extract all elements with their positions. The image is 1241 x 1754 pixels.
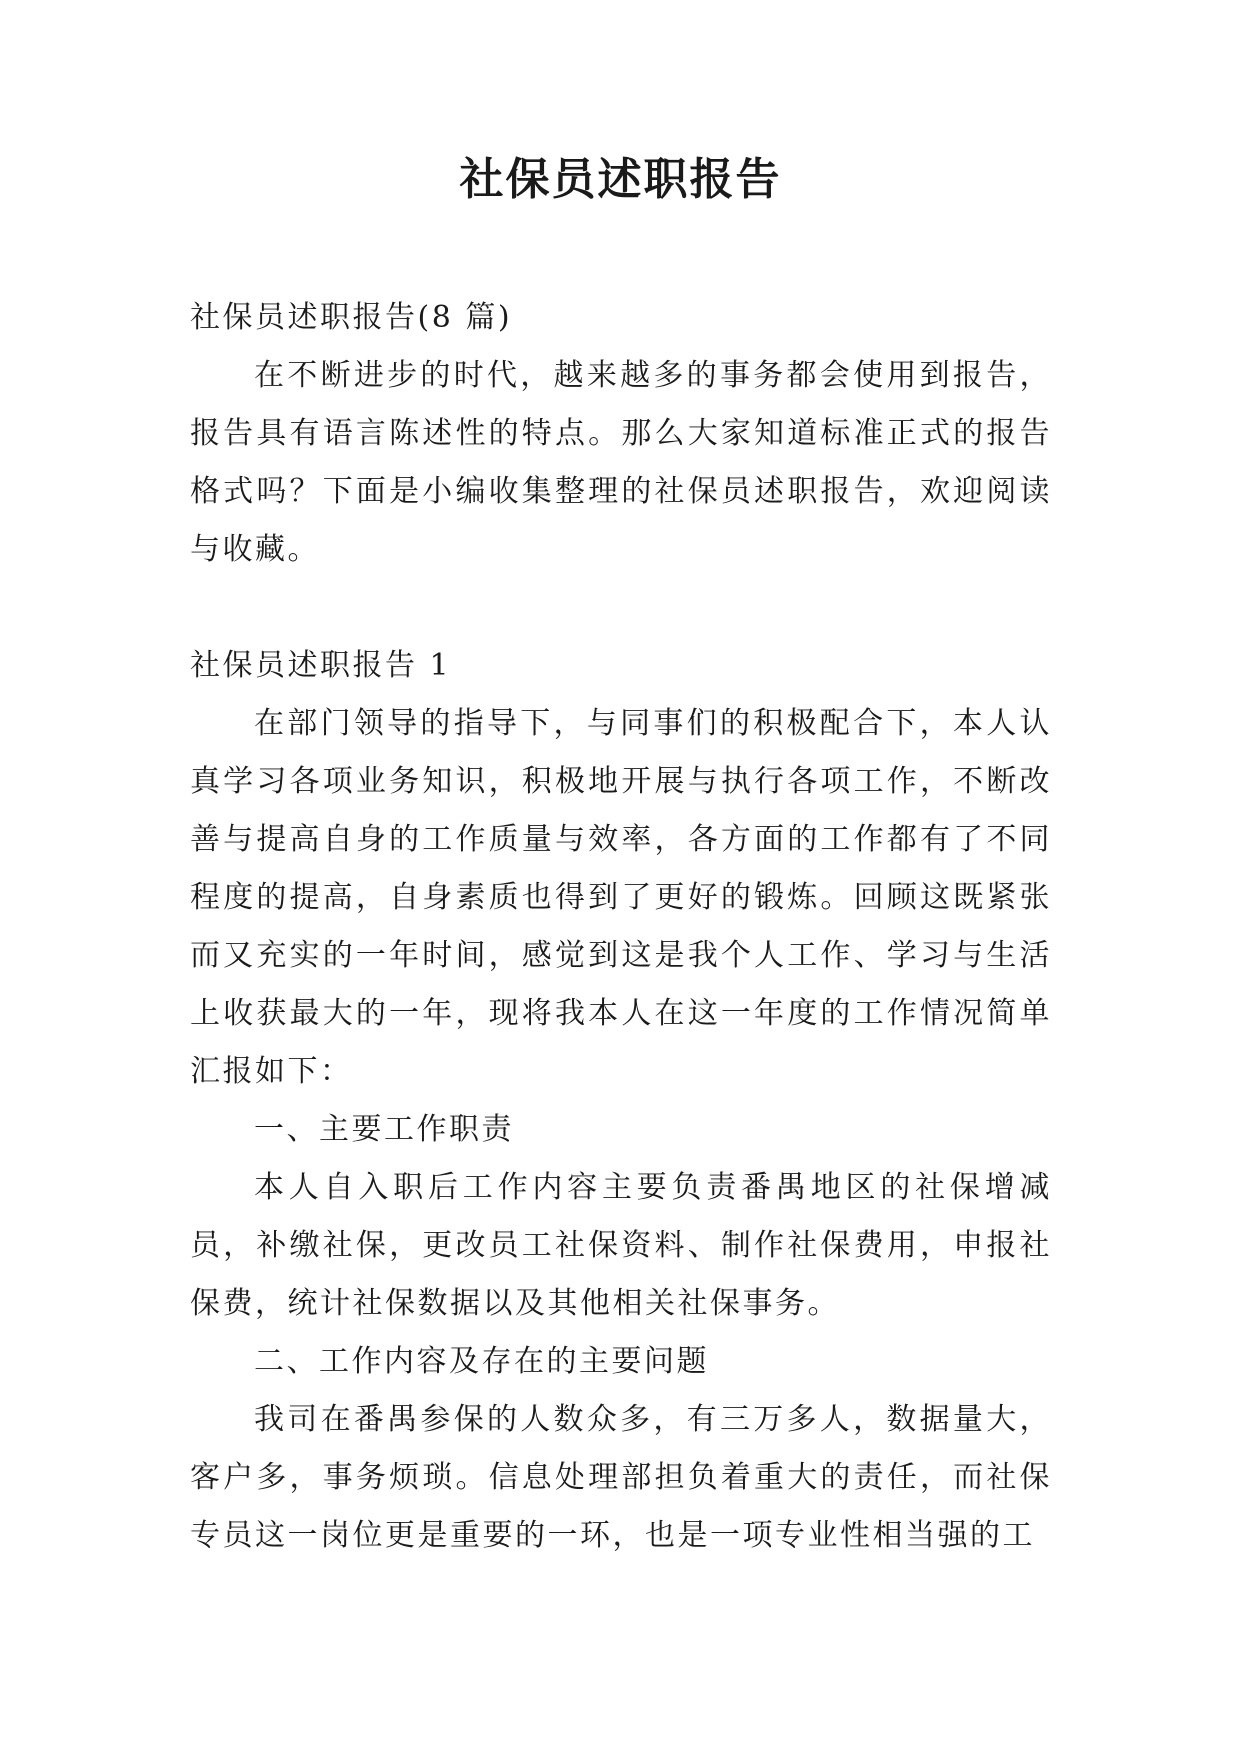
item-paragraph-2: 我司在番禺参保的人数众多，有三万多人，数据量大，客户多，事务烦琐。信息处理部担负着重大的责任，而社保专员这一岗位更是重要的一环，也是一项专业性相当强的工	[190, 1402, 1052, 1553]
intro-paragraph: 在不断进步的时代，越来越多的事务都会使用到报告，报告具有语言陈述性的特点。那么大家知道标准正式的报告格式吗？下面是小编收集整理的社保员述职报告，欢迎阅读与收藏。	[190, 358, 1052, 567]
document-body	[190, 289, 1052, 1565]
section-paragraph: 在部门领导的指导下，与同事们的积极配合下，本人认真学习各项业务知识，积极地开展与执行各项工作，不断改善与提高自身的工作质量与效率，各方面的工作都有了不同程度的提高，自身素质也得到了更好的锻炼。回顾这既紧张而又充实的一年时间，感觉到这是我个人工作、学习与生活上收获最大的一年，现将我本人在这一年度的工作情况简单汇报如下：	[190, 706, 1052, 1089]
item-paragraph-1: 本人自入职后工作内容主要负责番禺地区的社保增减员，补缴社保，更改员工社保资料、制作社保费用，申报社保费，统计社保数据以及其他相关社保事务。	[190, 1170, 1052, 1321]
document-title: 社保员述职报告	[459, 154, 782, 205]
section-heading: 社保员述职报告 1	[190, 648, 452, 683]
item-heading-2: 二、工作内容及存在的主要问题	[254, 1344, 709, 1379]
item-heading-1: 一、主要工作职责	[254, 1112, 514, 1147]
document-subtitle: 社保员述职报告(8 篇)	[190, 300, 513, 335]
paragraph-gap	[190, 579, 1052, 637]
